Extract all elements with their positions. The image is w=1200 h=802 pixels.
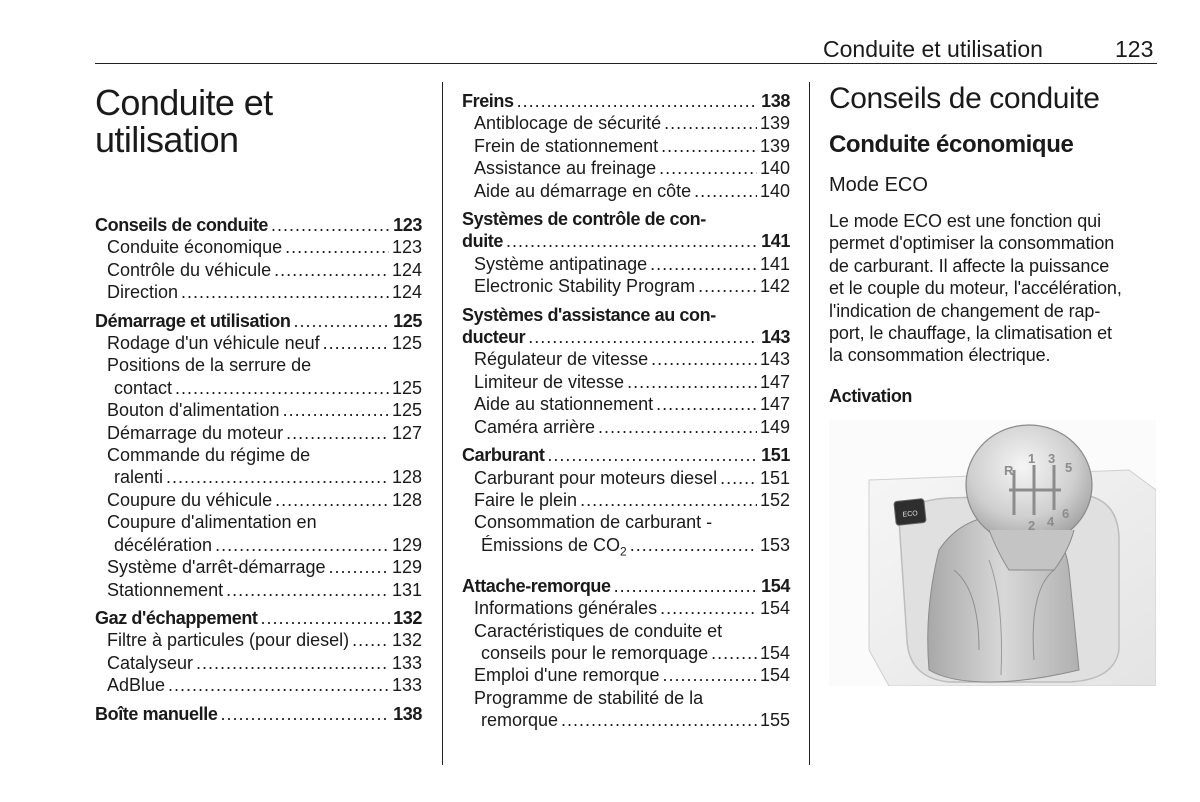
toc-entry[interactable]: Aide au démarrage en côte ..... 140 (462, 180, 790, 202)
svg-text:6: 6 (1062, 506, 1070, 521)
toc-entry[interactable]: Informations générales ..... 154 (462, 597, 790, 619)
toc-entry[interactable]: Catalyseur ..... 133 (95, 652, 422, 674)
svg-text:4: 4 (1047, 514, 1055, 529)
column-divider-2 (809, 82, 810, 765)
toc-entry-line[interactable]: Caractéristiques de conduite et (474, 620, 723, 641)
toc-entry[interactable]: Limiteur de vitesse ..... 147 (462, 371, 790, 393)
toc-entry[interactable]: Système antipatinage ..... 141 (462, 253, 790, 275)
toc-entry[interactable]: Stationnement ..... 131 (95, 579, 422, 601)
toc-column-2 (462, 90, 790, 732)
toc-entry[interactable]: Caméra arrière ..... 149 (462, 416, 790, 438)
toc-entry[interactable]: Faire le plein ..... 152 (462, 489, 790, 511)
svg-text:5: 5 (1065, 460, 1073, 475)
toc-entry-line[interactable]: Commande du régime de (107, 445, 311, 466)
toc-entry-line[interactable]: Positions de la serrure de (107, 355, 312, 376)
toc-entry[interactable]: décélération ..... 129 (95, 534, 422, 556)
toc-entry[interactable]: Filtre à particules (pour diesel) ..... 132 (95, 629, 422, 651)
chapter-title-line1: Conduite et (95, 82, 273, 123)
toc-entry[interactable]: Démarrage et utilisation ..... 125 (95, 310, 422, 332)
toc-entry[interactable]: contact ..... 125 (95, 377, 422, 399)
toc-entry[interactable]: conseils pour le remorquage ..... 154 (462, 642, 790, 664)
column-divider-1 (442, 82, 443, 765)
chapter-title (95, 84, 415, 158)
toc-entry[interactable]: Émissions de $CO_2$ ..... 153 (462, 534, 790, 563)
toc-entry[interactable]: Attache-remorque ..... 154 (462, 575, 790, 597)
toc-entry-line[interactable]: Consommation de carburant - (474, 512, 713, 533)
running-title: Conduite et utilisation (823, 36, 1043, 62)
svg-text:1: 1 (1028, 451, 1036, 466)
toc-entry[interactable]: Emploi d'une remorque ..... 154 (462, 664, 790, 686)
toc-entry-line[interactable]: Systèmes d'assistance au con- (462, 304, 716, 325)
eco-button-illustration (829, 420, 1156, 686)
toc-column-1 (95, 214, 422, 725)
section-heading: Conseils de conduite (829, 82, 1100, 115)
toc-entry[interactable]: Aide au stationnement ..... 147 (462, 393, 790, 415)
toc-entry[interactable]: Freins ..... 138 (462, 90, 790, 112)
toc-entry[interactable]: Contrôle du véhicule ..... 124 (95, 259, 422, 281)
toc-entry-line[interactable]: Programme de stabilité de la (474, 687, 704, 708)
toc-entry[interactable]: Frein de stationnement ..... 139 (462, 135, 790, 157)
toc-entry[interactable]: Direction ..... 124 (95, 281, 422, 303)
svg-text:R: R (1004, 463, 1014, 478)
svg-text:2: 2 (1028, 518, 1036, 533)
toc-entry[interactable]: Antiblocage de sécurité ..... 139 (462, 112, 790, 134)
toc-entry[interactable]: Boîte manuelle ..... 138 (95, 703, 422, 725)
toc-entry[interactable]: Démarrage du moteur ..... 127 (95, 422, 422, 444)
toc-entry[interactable]: Coupure du véhicule ..... 128 (95, 489, 422, 511)
toc-entry[interactable]: Rodage d'un véhicule neuf ..... 125 (95, 332, 422, 354)
toc-entry[interactable]: Système d'arrêt-démarrage ..... 129 (95, 556, 422, 578)
toc-entry-line[interactable]: Coupure d'alimentation en (107, 512, 317, 533)
toc-entry[interactable]: Assistance au freinage ..... 140 (462, 157, 790, 179)
toc-entry[interactable]: Régulateur de vitesse ..... 143 (462, 348, 790, 370)
toc-entry[interactable]: Bouton d'alimentation ..... 125 (95, 399, 422, 421)
toc-entry[interactable]: ralenti ..... 128 (95, 466, 422, 488)
subsection-heading: Conduite économique (829, 131, 1074, 158)
activation-heading: Activation (829, 385, 913, 406)
eco-button[interactable] (894, 498, 926, 525)
toc-entry[interactable]: Gaz d'échappement ..... 132 (95, 607, 422, 629)
toc-entry[interactable]: Carburant pour moteurs diesel ..... 151 (462, 467, 790, 489)
toc-entry[interactable]: Electronic Stability Program ..... 142 (462, 275, 790, 297)
toc-entry[interactable]: Conduite économique ..... 123 (95, 236, 422, 258)
toc-entry-line[interactable]: Systèmes de contrôle de con- (462, 209, 706, 230)
subscript: 2 (620, 544, 627, 559)
eco-button-label: ECO (902, 510, 919, 519)
topic-heading: Mode ECO (829, 174, 928, 196)
chapter-title-line2: utilisation (95, 119, 239, 160)
toc-entry[interactable]: AdBlue ..... 133 (95, 674, 422, 696)
toc-entry[interactable]: remorque ..... 155 (462, 709, 790, 731)
header-rule (95, 63, 1157, 64)
section-content (829, 80, 1159, 407)
toc-entry[interactable]: Carburant ..... 151 (462, 444, 790, 466)
toc-entry[interactable]: ducteur ..... 143 (462, 326, 790, 348)
page-number: 123 (1115, 36, 1154, 62)
toc-entry[interactable]: Conseils de conduite ..... 123 (95, 214, 422, 236)
body-paragraph: Le mode ECO est une fonction qui permet d'optimiser la consommation de carburant. Il affecte la puissance et le couple du moteur, l'accélération, l'indication de changement de rap- port, le chauffage, la climatisation et la consommation électrique. (829, 211, 1122, 366)
toc-entry[interactable]: duite ..... 141 (462, 230, 790, 252)
svg-text:3: 3 (1048, 451, 1056, 466)
